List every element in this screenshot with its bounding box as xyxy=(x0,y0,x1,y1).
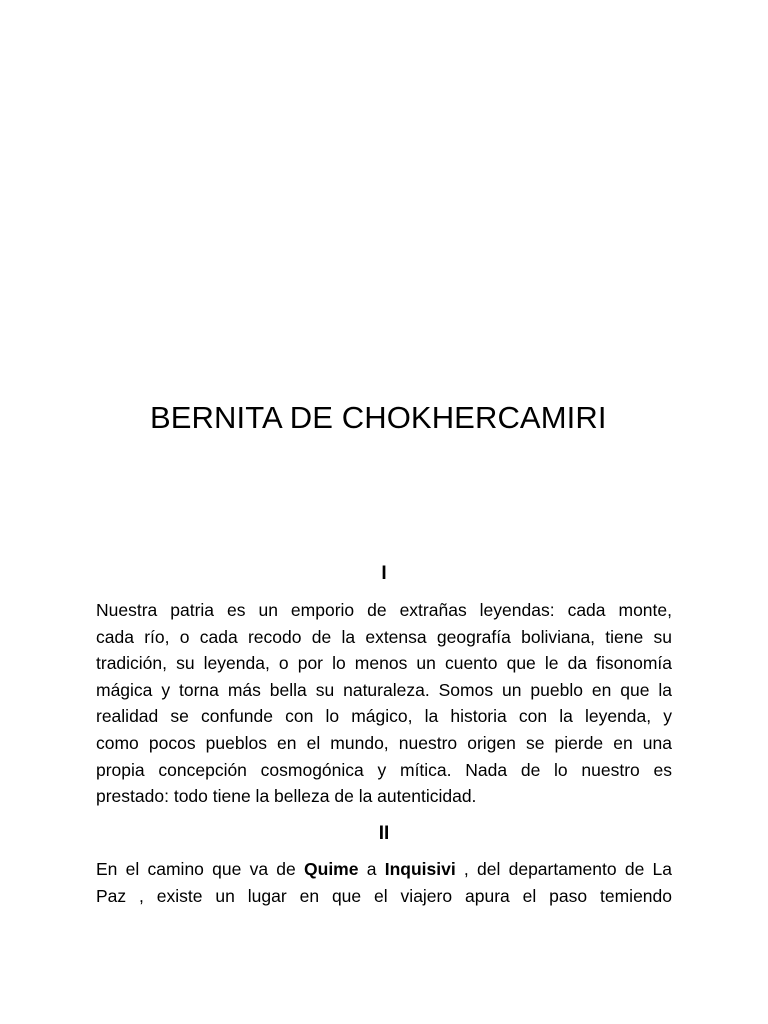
line-text: a xyxy=(358,859,385,879)
paragraph-line: realidad se confunde con lo mágico, la historia con la leyenda, y xyxy=(96,706,672,727)
paragraph-line: mágica y torna más bella su naturaleza. Somos un pueblo en que la xyxy=(96,679,672,700)
section-numeral-2: II xyxy=(378,823,390,844)
place-name-inquisivi: Inquisivi xyxy=(384,859,456,879)
place-name-quime: Quime xyxy=(304,859,359,879)
paragraph-line: prestado: todo tiene la belleza de la autenticidad. xyxy=(96,786,477,807)
section-numeral-1: I xyxy=(381,563,387,584)
line-text: En el camino que va de xyxy=(96,859,305,879)
section-2-paragraph xyxy=(96,856,672,909)
document-title: BERNITA DE CHOKHERCAMIRI xyxy=(150,400,607,435)
paragraph-line: tradición, su leyenda, o por lo menos un cuento que le da fisonomía xyxy=(96,653,672,674)
line-text: , del departamento de La xyxy=(455,859,673,879)
paragraph-line: Paz , existe un lugar en que el viajero apura el paso temiendo xyxy=(96,885,672,906)
paragraph-line: como pocos pueblos en el mundo, nuestro origen se pierde en una xyxy=(96,732,672,753)
paragraph-line: Nuestra patria es un emporio de extrañas leyendas: cada monte, xyxy=(96,600,672,620)
paragraph-line: propia concepción cosmogónica y mítica. Nada de lo nuestro es xyxy=(96,759,672,780)
paragraph-line: cada río, o cada recodo de la extensa geografía boliviana, tiene su xyxy=(96,626,672,647)
section-1-paragraph xyxy=(96,597,672,810)
paragraph-line xyxy=(96,856,672,883)
